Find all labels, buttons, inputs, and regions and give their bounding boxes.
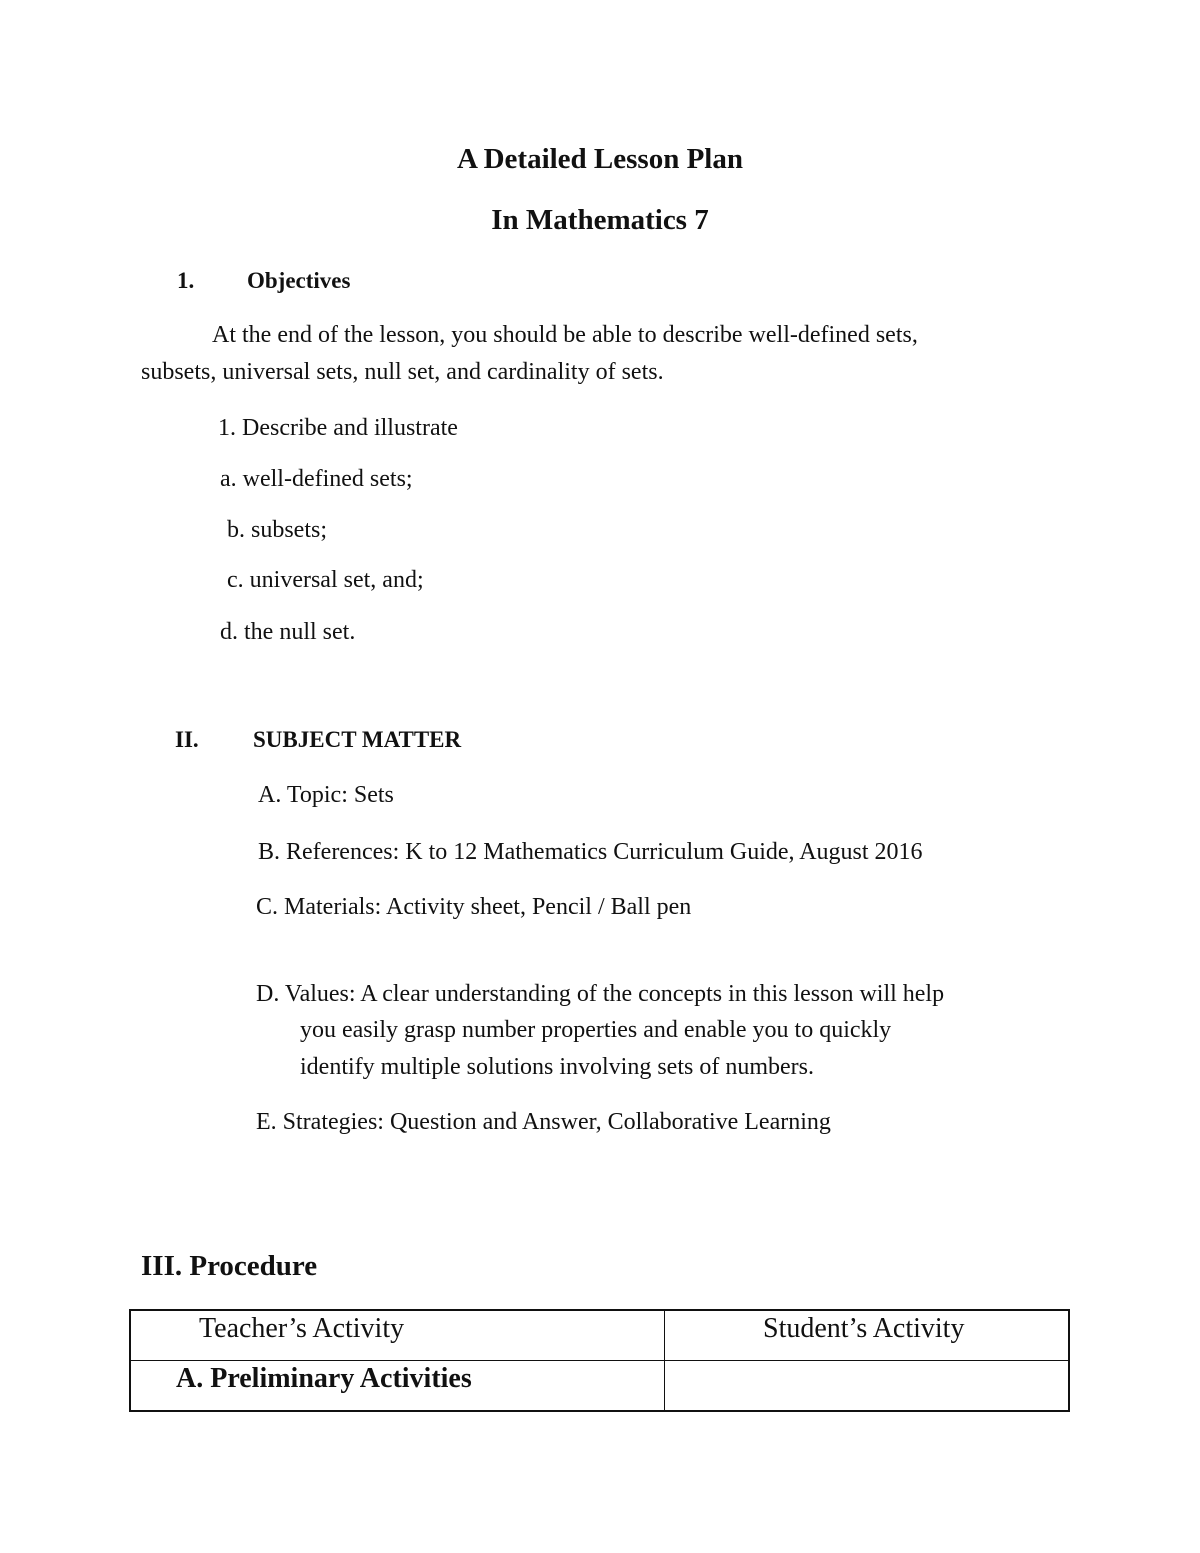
subject-materials: C. Materials: Activity sheet, Pencil / Ball pen [256,894,692,920]
table-header-student-activity: Student’s Activity [665,1310,1070,1361]
subject-references: B. References: K to 12 Mathematics Curriculum Guide, August 2016 [258,839,923,865]
subject-values-line1: D. Values: A clear understanding of the concepts in this lesson will help [256,981,945,1007]
table-cell-preliminary-activities: A. Preliminary Activities [130,1361,665,1412]
subject-matter-heading: SUBJECT MATTER [253,727,462,752]
procedure-heading: III. Procedure [141,1250,318,1282]
procedure-table [129,1309,1070,1412]
table-row [130,1361,1069,1412]
subject-values-line3: identify multiple solutions involving sets of numbers. [300,1054,814,1080]
objective-subitem-d: d. the null set. [220,619,356,645]
subject-matter-number: II. [175,727,199,752]
objectives-intro-line1: At the end of the lesson, you should be able to describe well-defined sets, [212,322,918,348]
objective-main-item: 1. Describe and illustrate [218,415,458,441]
objectives-heading: Objectives [247,268,351,293]
table-header-row [130,1310,1069,1361]
objectives-number: 1. [177,268,195,293]
objective-subitem-c: c. universal set, and; [227,567,424,593]
table-header-teacher-activity: Teacher’s Activity [130,1310,665,1361]
document-title: A Detailed Lesson Plan [457,143,743,175]
subject-values-line2: you easily grasp number properties and enable you to quickly [300,1017,892,1043]
table-cell-student-empty [665,1361,1070,1412]
objective-subitem-b: b. subsets; [227,517,328,543]
objective-subitem-a: a. well-defined sets; [220,466,413,492]
subject-strategies: E. Strategies: Question and Answer, Collaborative Learning [256,1109,831,1135]
objectives-intro-line2: subsets, universal sets, null set, and cardinality of sets. [141,359,664,385]
document-subtitle: In Mathematics 7 [491,204,709,236]
subject-topic: A. Topic: Sets [258,782,394,808]
